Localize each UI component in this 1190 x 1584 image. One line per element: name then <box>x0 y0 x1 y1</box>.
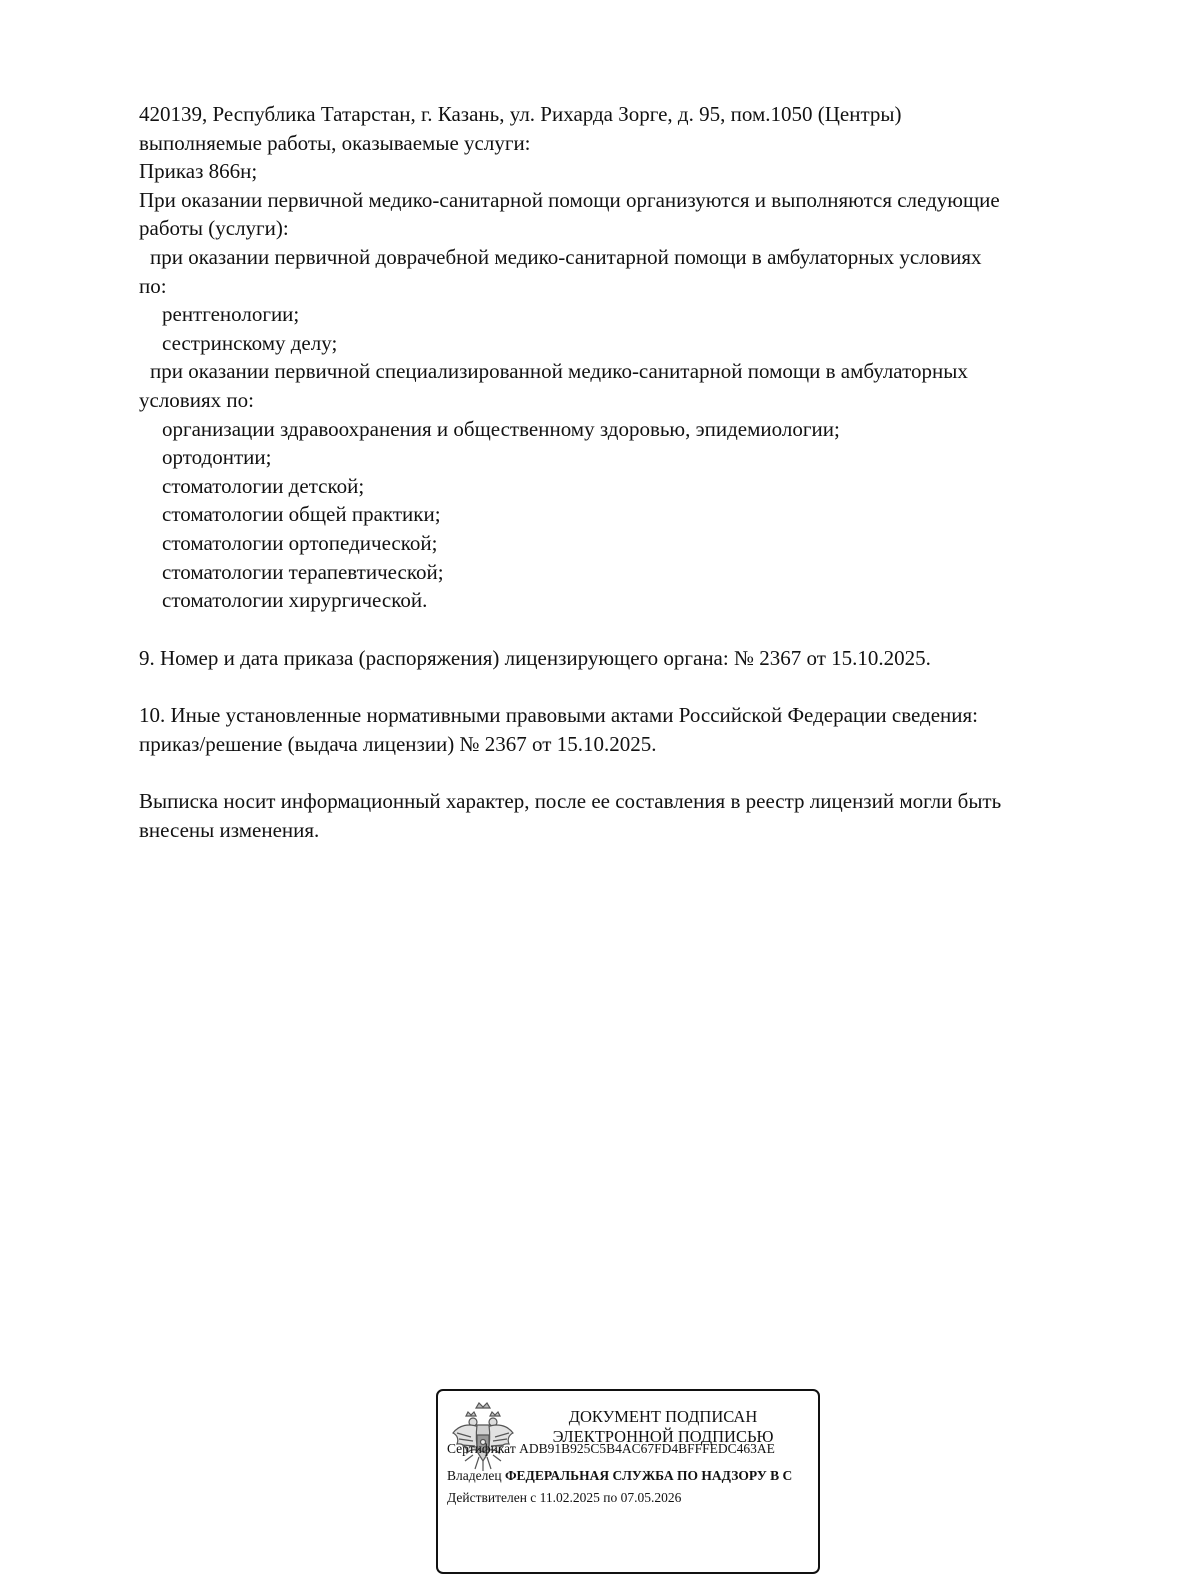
service-item: стоматологии детской; <box>162 473 365 498</box>
service-item: ортодонтии; <box>162 445 272 470</box>
service-item: рентгенологии; <box>162 302 300 327</box>
certificate-label: Сертификат <box>447 1441 516 1456</box>
specialized-care-heading-cont: условиях по: <box>139 387 254 412</box>
paragraph-gap <box>139 672 1129 701</box>
service-item: организации здравоохранения и общественному здоровью, эпидемиологии; <box>162 416 840 441</box>
disclaimer-note: Выписка носит информационный характер, после ее составления в реестр лицензий могли быть <box>139 789 1002 814</box>
owner-row <box>447 1467 792 1485</box>
prehospital-care-heading: при оказании первичной доврачебной медико-санитарной помощи в амбулаторных условиях <box>150 244 982 269</box>
primary-care-intro-cont: работы (услуги): <box>139 216 289 241</box>
address-line: 420139, Республика Татарстан, г. Казань, ул. Рихарда Зорге, д. 95, пом.1050 (Центры) <box>139 102 902 126</box>
works-heading: выполняемые работы, оказываемые услуги: <box>139 130 531 155</box>
paragraph-gap <box>139 758 1129 787</box>
item-10-heading: 10. Иные установленные нормативными правовыми актами Российской Федерации сведения: <box>139 703 979 728</box>
owner-value: ФЕДЕРАЛЬНАЯ СЛУЖБА ПО НАДЗОРУ В С <box>504 1468 793 1483</box>
paragraph-gap <box>139 615 1129 644</box>
item-10-value: приказ/решение (выдача лицензии) № 2367 от 15.10.2025. <box>139 731 657 756</box>
russian-coat-of-arms-icon <box>449 1399 517 1475</box>
specialized-care-heading: при оказании первичной специализированной медико-санитарной помощи в амбулаторных <box>150 359 968 384</box>
service-item: стоматологии терапевтической; <box>162 559 444 584</box>
item-9-order-number: 9. Номер и дата приказа (распоряжения) лицензирующего органа: № 2367 от 15.10.2025. <box>139 645 931 670</box>
stamp-title: ДОКУМЕНТ ПОДПИСАН <box>568 1407 758 1426</box>
service-item: стоматологии хирургической. <box>162 588 428 613</box>
certificate-value: ADB91B925C5B4AC67FD4BFFFEDC463AE <box>519 1441 775 1456</box>
document-body <box>139 100 1129 845</box>
disclaimer-note-cont: внесены изменения. <box>139 818 320 843</box>
electronic-signature-stamp <box>436 1389 820 1574</box>
stamp-title-cont: ЭЛЕКТРОННОЙ ПОДПИСЬЮ <box>552 1427 774 1446</box>
validity-row: Действителен с 11.02.2025 по 07.05.2026 <box>447 1490 682 1505</box>
prehospital-care-heading-cont: по: <box>139 273 167 298</box>
service-item: стоматологии ортопедической; <box>162 530 438 555</box>
certificate-row <box>447 1440 775 1458</box>
service-item: сестринскому делу; <box>162 330 338 355</box>
service-item: стоматологии общей практики; <box>162 502 441 527</box>
owner-label: Владелец <box>447 1468 502 1483</box>
primary-care-intro: При оказании первичной медико-санитарной помощи организуются и выполняются следующие <box>139 187 1000 212</box>
order-reference: Приказ 866н; <box>139 159 258 184</box>
